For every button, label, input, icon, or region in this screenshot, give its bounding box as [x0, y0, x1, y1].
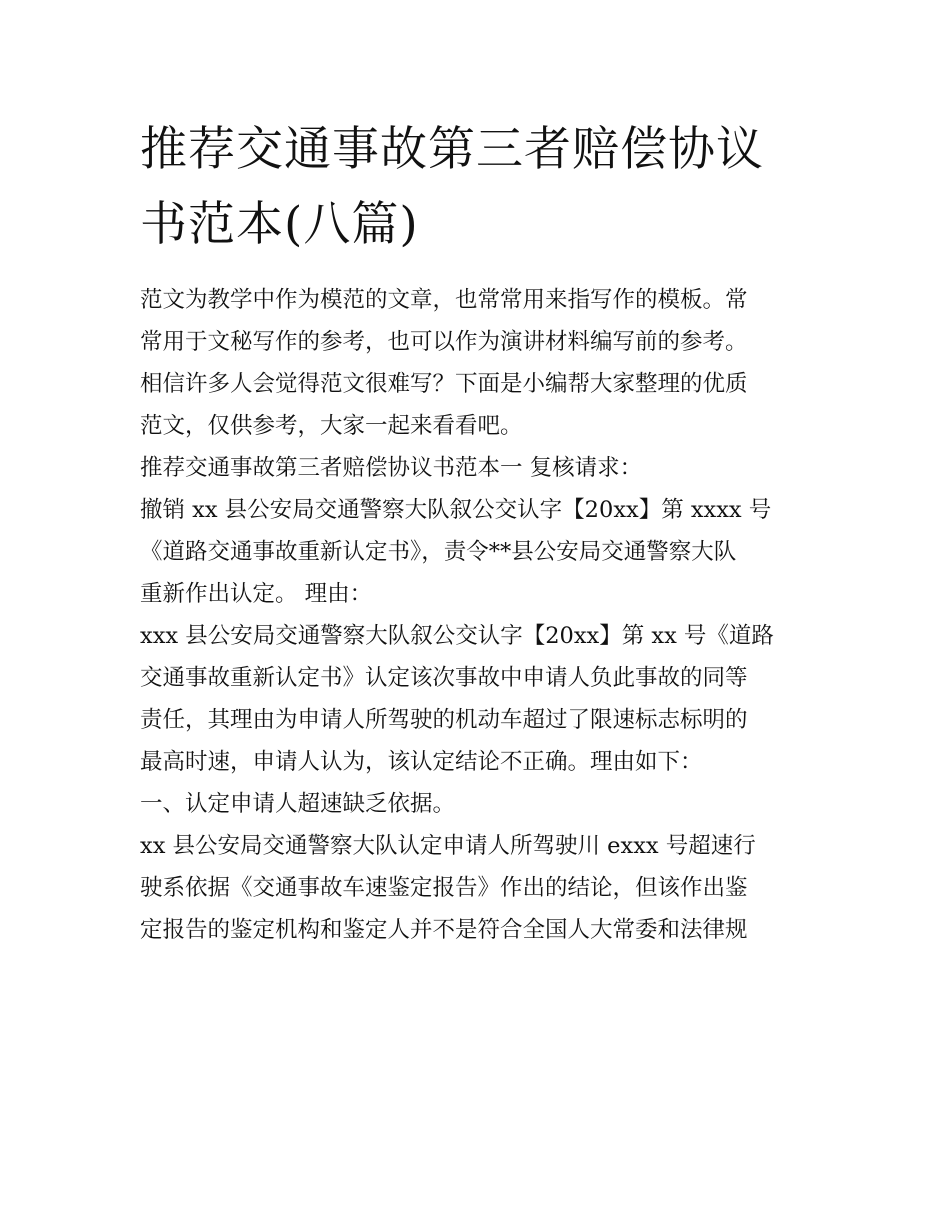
text-line: 相信许多人会觉得范文很难写？下面是小编帮大家整理的优质 [140, 371, 748, 397]
paragraph-request [140, 489, 820, 615]
paragraph-point-one [140, 783, 820, 825]
text-line: xxx 县公安局交通警察大队叙公交认字【20xx】第 xx 号《道路 [140, 623, 774, 649]
text-line: 范文为教学中作为模范的文章，也常常用来指写作的模板。常 [140, 287, 748, 313]
text-line: 撤销 xx 县公安局交通警察大队叙公交认字【20xx】第 xxxx 号 [140, 497, 772, 523]
paragraph-detail [140, 825, 820, 951]
text-line: 驶系依据《交通事故车速鉴定报告》作出的结论，但该作出鉴 [140, 875, 748, 901]
title-line-1: 推荐交通事故第三者赔偿协议 [140, 122, 764, 177]
paragraph-section-heading [140, 447, 820, 489]
text-line: 重新作出认定。 理由： [140, 581, 373, 607]
text-line: 一、认定申请人超速缺乏依据。 [140, 791, 456, 817]
paragraph-intro [140, 279, 820, 447]
text-line: 责任，其理由为申请人所驾驶的机动车超过了限速标志标明的 [140, 707, 748, 733]
text-line: 推荐交通事故第三者赔偿协议书范本一 复核请求： [140, 455, 643, 481]
text-line: 定报告的鉴定机构和鉴定人并不是符合全国人大常委和法律规 [140, 917, 748, 943]
document-title [140, 112, 820, 262]
text-line: 常用于文秘写作的参考，也可以作为演讲材料编写前的参考。 [140, 329, 748, 355]
text-line: 最高时速，申请人认为，该认定结论不正确。理由如下： [140, 749, 703, 775]
text-line: xx 县公安局交通警察大队认定申请人所驾驶川 exxx 号超速行 [140, 833, 756, 859]
text-line: 范文，仅供参考，大家一起来看看吧。 [140, 413, 523, 439]
document-body [140, 279, 820, 951]
text-line: 《道路交通事故重新认定书》，责令**县公安局交通警察大队 [140, 539, 737, 565]
text-line: 交通事故重新认定书》认定该次事故中申请人负此事故的同等 [140, 665, 748, 691]
title-line-2: 书范本(八篇) [140, 197, 419, 252]
paragraph-reason [140, 615, 820, 783]
